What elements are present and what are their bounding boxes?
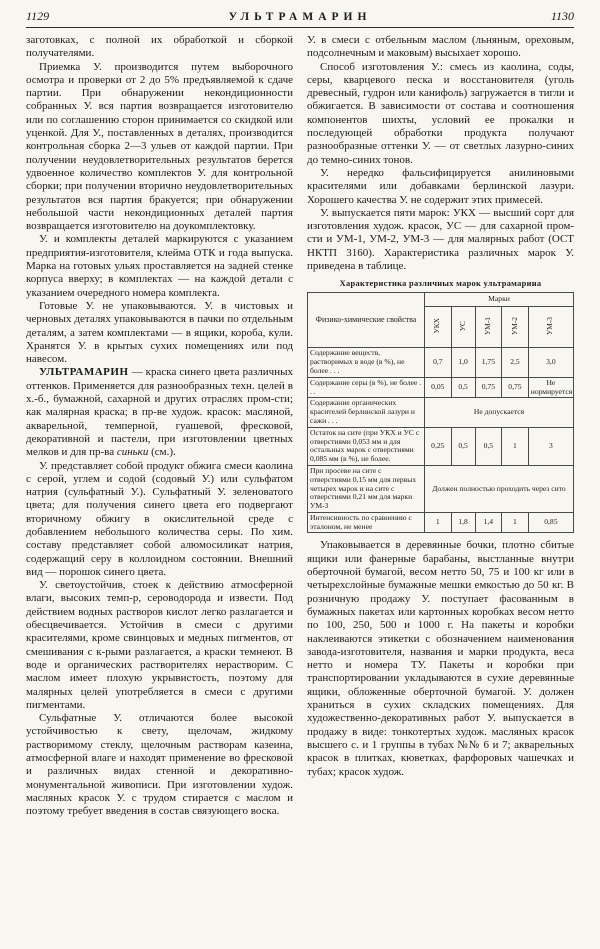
mark-header-us: УС	[451, 307, 475, 348]
entry-text-b: (см.).	[148, 446, 176, 459]
paragraph-upakovka-ulyev: Готовые У. не упаковываются. У. в чистовых и черновых деталях упаковываются в пачки по отдельным деталям, а затем комплектами — в ящики, короба, кули. Хранятся У. в крытых сухих помещениях или под навесом.	[26, 299, 293, 366]
mark-header-um1: УМ-1	[475, 307, 502, 348]
value-cell: 1,4	[475, 512, 502, 533]
table-caption: Характеристика различных марок ультрамарина	[339, 279, 542, 289]
value-cell: 3	[528, 427, 573, 465]
paragraph-smes-s-maslom: У. в смеси с отбельным маслом (льняным, ореховым, подсолнечным и маковым) высыхает хорошо.	[307, 34, 574, 60]
value-cell: 0,75	[475, 377, 502, 398]
property-cell: Интенсивность по сравнению с эталоном, не менее	[308, 512, 425, 533]
value-cell: 0,25	[425, 427, 452, 465]
value-cell: 1	[502, 427, 529, 465]
paragraph-falsifikaciya: У. нередко фальсифицируется анилиновыми красителями или добавками берлинской лазури. Хорошего качества У. не содержит этих примесей.	[307, 166, 574, 206]
value-cell: 1,0	[451, 348, 475, 377]
paragraph-sposob-izgotovleniya: Способ изготовления У.: смесь из каолина, соды, серы, кварцевого песка и восстановителя (уголь древесный, гудрон или канифоль) загружается в тигли и обжигается. В зависимости от состава и соотношения компонентов шихты, условий ее прокалки и последующей обработки продукта получают разнообразные оттенки У. — от светлых лазурно-синих до темно-синих тонов.	[307, 60, 574, 166]
table-row-intensity	[308, 512, 574, 533]
entry-text-a: — краска синего цвета различных оттенков. Применяется для разнообразных техн. целей в х.-б., бумажной, сахарной и других отраслях пром-сти; как малярная краска; в пр-ве худож. красок: масляной, акварельной, темперной, гуашевой, фресковой, декоративной и пастели, при изготовлении цветных мелков и для пр-ва	[26, 366, 293, 459]
value-cell: 1,8	[451, 512, 475, 533]
table-header-marks-group: Марки	[425, 293, 574, 307]
value-cell: 3,0	[528, 348, 573, 377]
table-row-sieve-pass	[308, 465, 574, 512]
paragraph-priemka: Приемка У. производится путем выборочного осмотра и проверки от 2 до 5% предъявляемой к сдаче партии. При обнаружении некондиционности собранных У. вся партия возвращается изготовителю или по соглашению сторон принимается со скидкой или уценкой. Для У., поставленных в деталях, производится контрольная сборка 2—3 ульев от каждой партии. При получении неудовлетворительных результатов берется удвоенное количество комплектов У. для контрольной сборки; при получении вторично неудовлетворительных результатов вся партия бракуется; при обнаружении небольшой части некондиционных деталей партия возвращается изготовителю на доукомплектовку.	[26, 60, 293, 233]
mark-header-um2: УМ-2	[502, 307, 529, 348]
left-column	[26, 34, 293, 819]
property-cell: Содержание органических красителей берлинской лазури и сажи . . .	[308, 398, 425, 427]
mark-header-ukh: УКХ	[425, 307, 452, 348]
value-cell: 0,05	[425, 377, 452, 398]
value-cell: 0,5	[451, 427, 475, 465]
paragraph-entry-ultramarin	[26, 366, 293, 459]
right-column	[307, 34, 574, 819]
paragraph-continuation: заготовках, с полной их обработкой и сборкой получателями.	[26, 34, 293, 60]
mark-header-um3: УМ-3	[528, 307, 573, 348]
paragraph-upakovka-kraski: Упаковывается в деревянные бочки, плотно сбитые ящики или фанерные барабаны, выстланные внутри оберточной бумагой, весом нетто 50, 75 и 100 кг или в четырехслойные бумажные мешки емкостью до 50 кг. В розничную продажу У. поступает фасованным в бумажных пакетах или картонных коробках весом нетто по 100, 250, 500 и 1000 г. На пакеты и коробки наклеиваются этикетки с обозначением наименования завода-изготовителя, названия и марки продукта, веса нетто и номера ТУ. Пакеты и коробки при транспортировании укладываются в сухие деревянные ящики, обложенные оберточной бумагой. У. должен храниться в сухих складских помещениях. Для художественно-декоративных работ У. выпускается в продажу в виде: тонкотертых худож. масляных красок высшего с. и 1 группы в тубах №№ 6 и 7; акварельных красок в плитках, кюветках, фарфоровых чашечках и тубах; красок худож.	[307, 539, 574, 778]
span-value-cell: Не допускается	[425, 398, 574, 427]
value-cell: Не нормируется	[528, 377, 573, 398]
paragraph-produkt-obzhiga: У. представляет собой продукт обжига смеси каолина с серой, углем и содой (содовый У.) или сульфатом натрия (сульфатный У.). Сульфатный У. зеленоватого цвета; для получения синего цвета его подвергают вторичному обжигу в окислительной среде с добавлением небольшого количества серы. По хим. составу представляет собой алюмосиликат натрия, содержащий серу в коллоидном состоянии. Внешний вид — порошок синего цвета.	[26, 459, 293, 578]
value-cell: 1	[425, 512, 452, 533]
table-header-row	[308, 293, 574, 307]
marks-characteristics-table	[307, 292, 574, 533]
value-cell: 1	[502, 512, 529, 533]
property-cell: Остаток на сите (при УКХ и УС с отверстиями 0,053 мм и для остальных марок с отверстиями 0,085 мм (в %), не более.	[308, 427, 425, 465]
span-value-cell: Должен полностью проходить через сито	[425, 465, 574, 512]
value-cell: 0,7	[425, 348, 452, 377]
page-header	[0, 0, 600, 25]
table-row-sulfur	[308, 377, 574, 398]
property-cell: Содержание серы (в %), не более . . .	[308, 377, 425, 398]
value-cell: 0,5	[451, 377, 475, 398]
value-cell: 0,5	[475, 427, 502, 465]
property-cell: При просеве на сите с отверстиями 0,15 мм для первых четырех марок и на сите с отверстиями 0,21 мм для марки УМ-3	[308, 465, 425, 512]
table-header-properties: Физико-химические свойства	[308, 293, 425, 348]
paragraph-sulfatnye: Сульфатные У. отличаются более высокой устойчивостью к свету, щелочам, жидкому растворимому стеклу, щелочным растворам казеина, атмосферной влаге и находят применение во фресковой и различных видах стенной и декоративно-монументальной живописи. При изготовлении худож. масляных красок У. с трудом стирается с маслом и поэтому требует введения в состав связующего воска.	[26, 712, 293, 818]
text-columns	[0, 34, 600, 819]
entry-term: УЛЬТРАМАРИН	[39, 366, 129, 379]
value-cell: 2,5	[502, 348, 529, 377]
paragraph-svetoustoychiv: У. светоустойчив, стоек к действию атмосферной влаги, высоких темп-р, сероводорода и извести. Под действием водных растворов кислот легко разлагается и обесцвечивается. Устойчив в смеси с другими красителями, кроме свинцовых и медных пигментов, от смешивания с к-рыми разлагается, а краски темнеют. В воде и органических растворителях нерастворим. С маслом имеет плохую укрывистость, поэтому для малярных целей употребляется в смеси с другими пигментами.	[26, 579, 293, 711]
table-row-soluble	[308, 348, 574, 377]
running-title: УЛЬТРАМАРИН	[228, 11, 372, 23]
table-row-organic-dyes	[308, 398, 574, 427]
paragraph-markirovka: У. и комплекты деталей маркируются с указанием предприятия-изготовителя, клейма ОТК и года выпуска. Марка на готовых ульях проставляется на задней стенке корпуса вверху; в комплектах — на каждой детали с указанием очередного номера комплекта.	[26, 233, 293, 299]
value-cell: 0,85	[528, 512, 573, 533]
page-number-left: 1129	[26, 9, 50, 23]
entry-italic-term: синьки	[116, 446, 149, 459]
page-number-right: 1130	[550, 9, 574, 23]
property-cell: Содержание веществ, растворимых в воде (в %), не более . . .	[308, 348, 425, 377]
value-cell: 1,75	[475, 348, 502, 377]
table-row-sieve-residue	[308, 427, 574, 465]
header-rule	[26, 27, 574, 28]
value-cell: 0,75	[502, 377, 529, 398]
paragraph-pyat-marok: У. выпускается пяти марок: УКХ — высший сорт для изготовления худож. красок, УС — для сахарной пром-сти и УМ-1, УМ-2, УМ-3 — для малярных работ (ОСТ НКТП 3160). Характеристика различных марок У. приведена в таблице.	[307, 206, 574, 273]
